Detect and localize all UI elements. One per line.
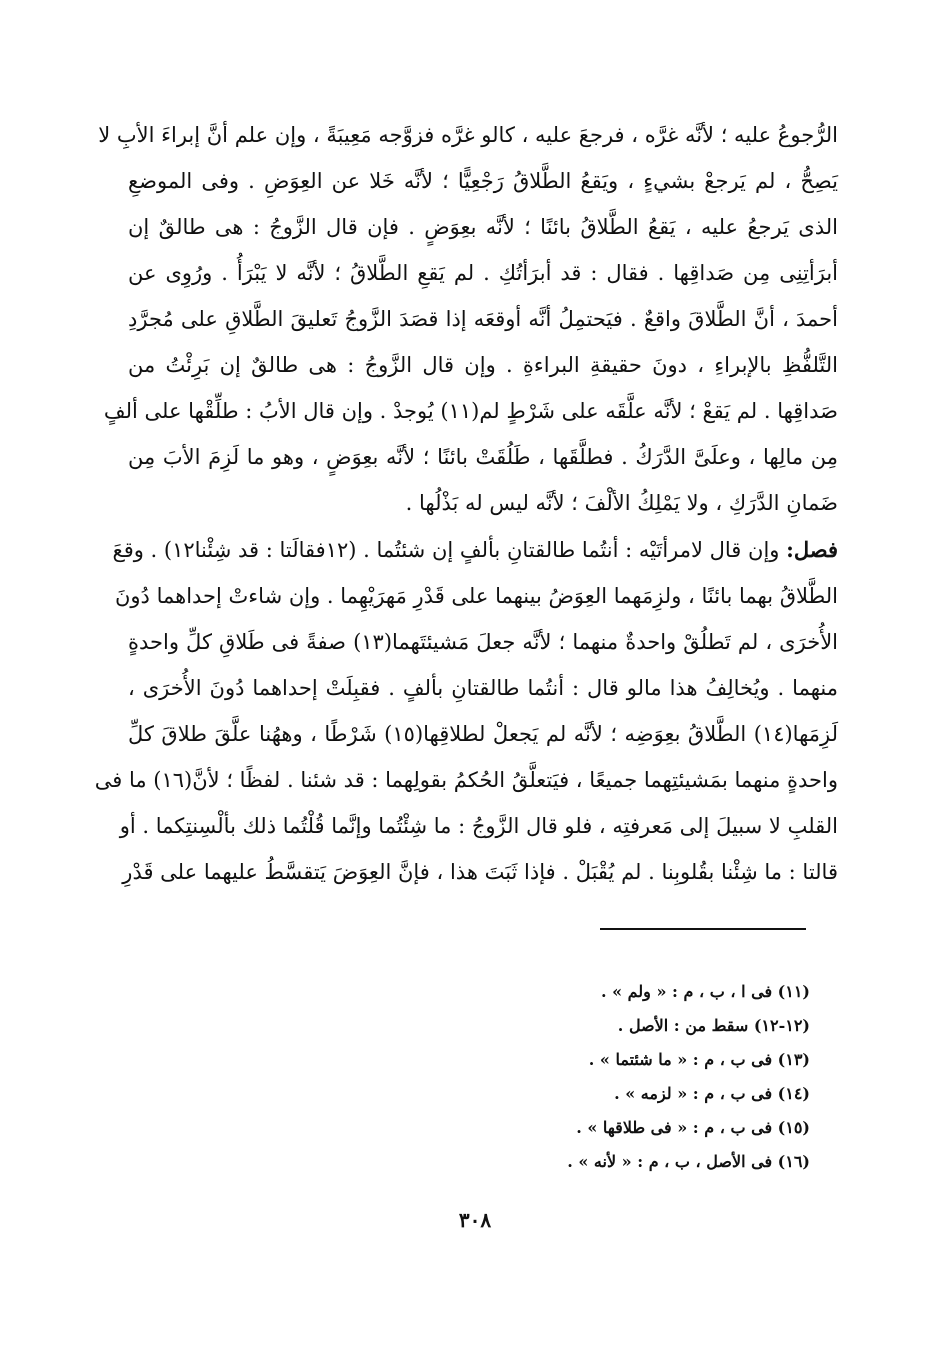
text-line: الرُّجوعُ عليه ؛ لأنَّه غرَّه ، فرجعَ عليه ، كالو غرَّه فزوَّجه مَعِيبَةً ، وإن علم أنَّ إبراءَ الأبِ لا bbox=[98, 123, 838, 147]
text-line: قالتا : ما شِئْنا بقُلوبِنا . لم يُقْبَلْ . فإذا ثَبَتَ هذا ، فإنَّ العِوَضَ يَتقسَّطُ عليهما على قَدْرِ bbox=[122, 860, 838, 884]
text-line: الطَّلاقُ بهما بائنًا ، ولزِمَهما العِوَضُ بينهما على قَدْرِ مَهرَيْهِما . وإن شاءتْ إحداهما دُونَ bbox=[114, 584, 838, 608]
page-number: ٣٠٨ bbox=[458, 1208, 492, 1232]
footnote-item: (١٢-١٢) سقط من : الأصل . bbox=[617, 1016, 810, 1035]
text-line-content: وإن قال لامرأتَيْه : أنتُما طالقتانِ بألفٍ إن شئتُما . (١٢فقالَتا : قد شِئْنا١٢) . وقعَ bbox=[112, 538, 787, 562]
text-line: يَصِحُّ ، لم يَرجعْ بشيءٍ ، ويَقعُ الطَّلاقُ رَجْعِيًّا ؛ لأنَّه خَلا عن العِوَضِ . وفى الموضعِ bbox=[128, 169, 838, 193]
footnote-item: (١٣) فى ب ، م : « ما شئتما » . bbox=[588, 1050, 810, 1069]
footnote-item: (١٥) فى ب ، م : « فى طلاقها » . bbox=[576, 1118, 810, 1137]
footnotes bbox=[310, 975, 810, 1179]
body-paragraph-1 bbox=[98, 112, 838, 526]
footnote-item: (١١) فى ا ، ب ، م : « ولم » . bbox=[600, 982, 810, 1001]
text-line: ضَمانِ الدَّرَكِ ، ولا يَمْلِكُ الألْفَ ؛ لأنَّه ليس له بَذْلُها . bbox=[405, 491, 838, 515]
text-line: لَزِمَها(١٤) الطَّلاقُ بعِوَضِه ؛ لأنَّه لم يَجعلْ لطلاقِها(١٥) شَرْطًا ، وههُنا علَّقَ طلاقَ كلِّ bbox=[128, 722, 838, 746]
body-paragraph-2 bbox=[94, 527, 839, 895]
text-line: أبرَأتِنِى مِن صَداقِها . فقال : قد أبرَأتُكِ . لم يَقعِ الطَّلاقُ ؛ لأنَّه لا يَبْرَأُ . ورُوِى عن bbox=[128, 261, 838, 285]
section-label: فصل: bbox=[786, 537, 838, 562]
text-line: واحدةٍ منهما بمَشيئتِهما جميعًا ، فيَتعلَّقُ الحُكمُ بقولِهما : قد شئنا . لفظًا ؛ لأنَّ(١٦) ما فى bbox=[94, 768, 838, 792]
text-line: أحمدَ ، أنَّ الطَّلاقَ واقعٌ . فيَحتمِلُ أنَّه أوقعَه إذا قصَدَ الزَّوجُ تَعليقَ الطَّلاقِ على مُجرَّدِ bbox=[128, 307, 838, 331]
text-line: القلبِ لا سبيلَ إلى مَعرفتِه ، فلو قال الزَّوجُ : ما شِئْتُما وإنَّما قُلْتُما ذلك بألْسِنتِكما . أو bbox=[119, 814, 838, 838]
text-line: التَّلفُّظِ بالإبراءِ ، دونَ حقيقةِ البراءةِ . وإن قال الزَّوجُ : هى طالقٌ إن بَرِئْتُ من bbox=[128, 353, 838, 377]
footnote-item: (١٦) فى الأصل ، ب ، م : « لأنه » . bbox=[567, 1152, 810, 1171]
footnote-item: (١٤) فى ب ، م : « لزمه » . bbox=[614, 1084, 810, 1103]
text-line: الذى يَرجعُ عليه ، يَقعُ الطَّلاقُ بائنًا ؛ لأنَّه بعِوَضٍ . فإن قال الزَّوجُ : هى طالقٌ إن bbox=[128, 215, 838, 239]
text-line: مِن مالِها ، وعلَىَّ الدَّرَكُ . فطلَّقَها ، طَلُقَتْ بائنًا ؛ لأنَّه بعِوَضٍ ، وهو ما لَزِمَ الأبَ مِن bbox=[128, 445, 838, 469]
text-line: منهما . ويُخالِفُ هذا مالو قال : أنتُما طالقتانِ بألفٍ . فقبِلَتْ إحداهما دُونَ الأُخرَى ، bbox=[128, 676, 838, 700]
text-line-with-section-label bbox=[112, 527, 838, 573]
text-line: صَداقِها . لم يَقعْ ؛ لأنَّه علَّقَه على شَرْطٍ لم(١١) يُوجدْ . وإن قال الأبُ : طلِّقْها على ألفٍ bbox=[103, 399, 838, 423]
text-line: الأُخرَى ، لم تَطلُقْ واحدةٌ منهما ؛ لأنَّه جعلَ مَشيئتَهما(١٣) صفةً فى طَلاقِ كلِّ واحدةٍ bbox=[128, 630, 839, 654]
footnote-divider bbox=[600, 928, 806, 930]
